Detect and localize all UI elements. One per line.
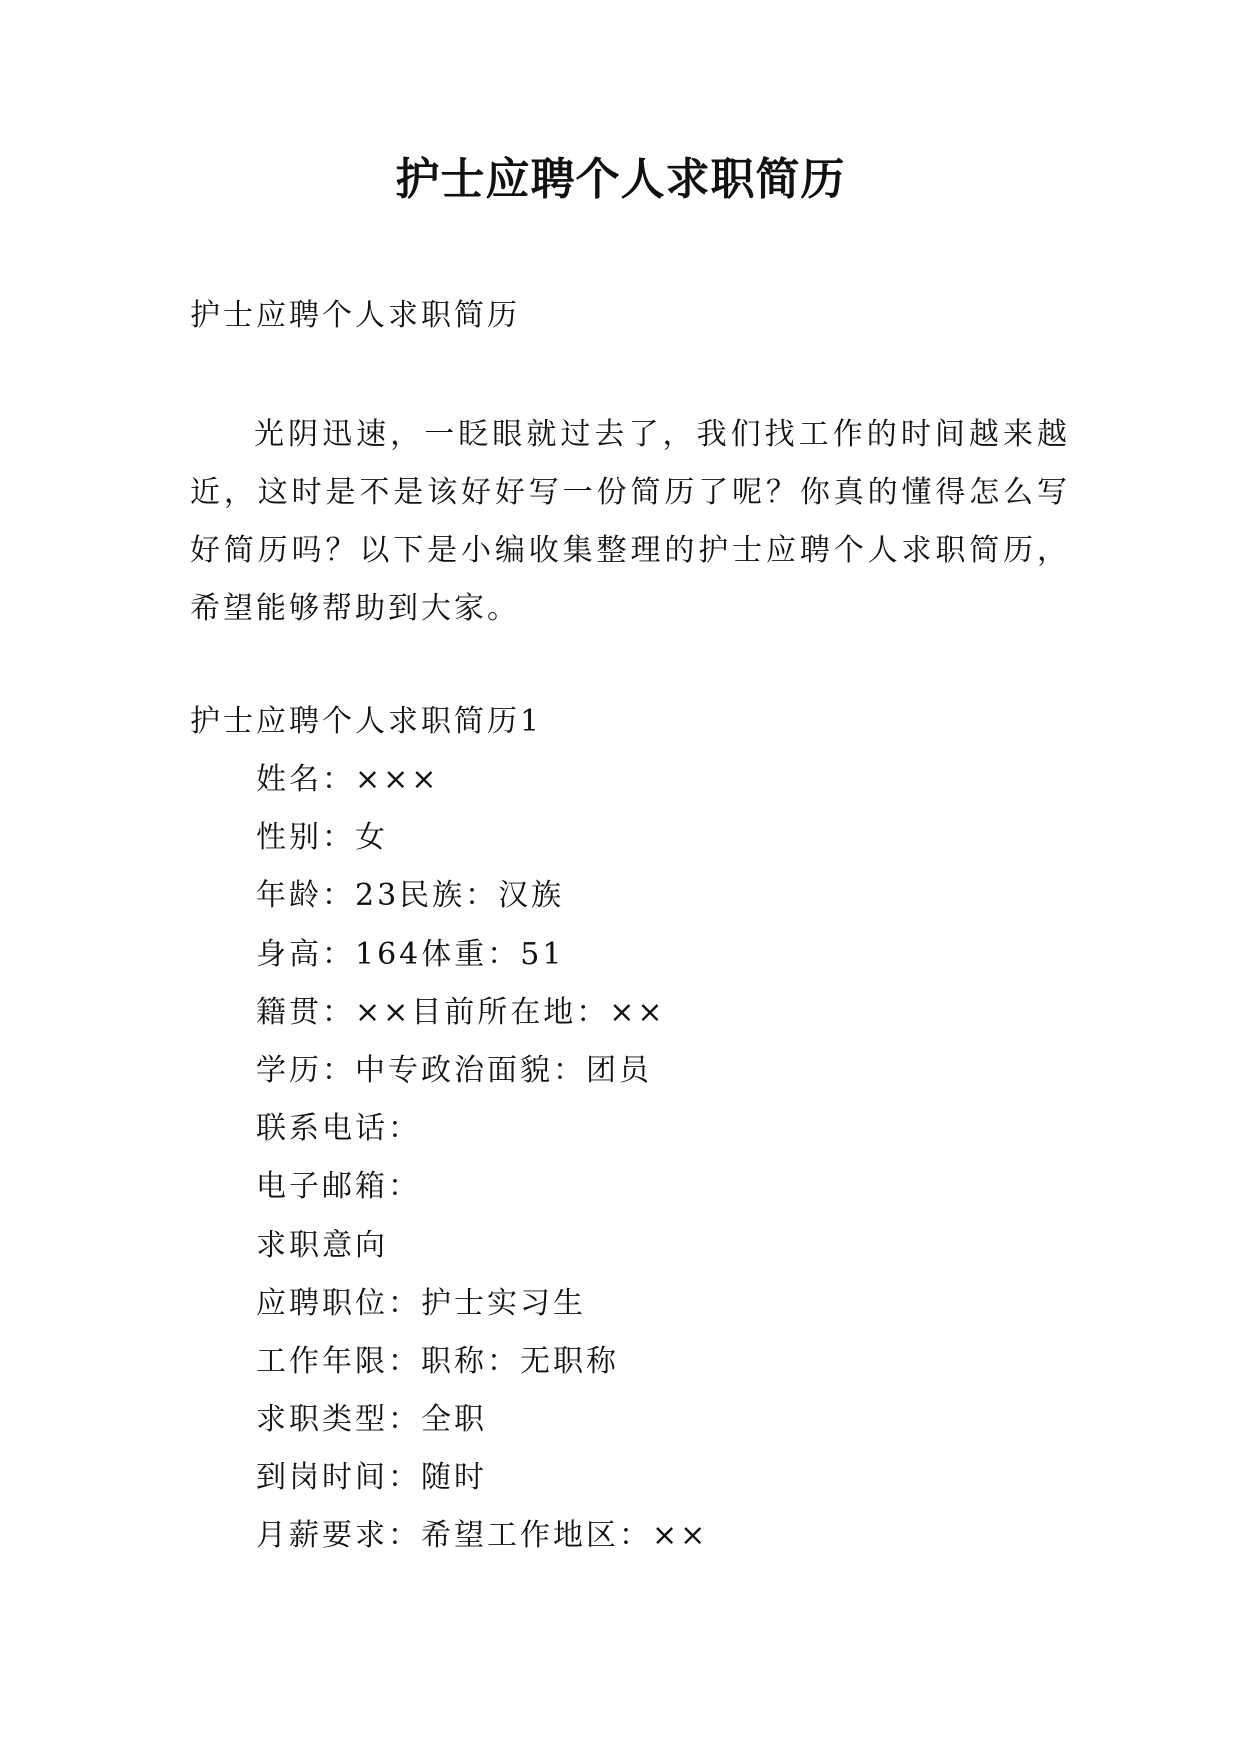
field-gender: 性别：女 bbox=[256, 820, 388, 856]
field-education-political: 学历：中专政治面貌：团员 bbox=[256, 1052, 652, 1088]
field-job-type: 求职类型：全职 bbox=[256, 1402, 487, 1438]
field-origin-location: 籍贯：××目前所在地：×× bbox=[256, 994, 666, 1030]
field-email: 电子邮箱： bbox=[256, 1169, 421, 1205]
resume-field-list bbox=[256, 760, 708, 1575]
field-name: 姓名：××× bbox=[256, 762, 440, 797]
section-heading: 护士应聘个人求职简历1 bbox=[190, 704, 543, 739]
field-start-time: 到岗时间：随时 bbox=[256, 1460, 487, 1496]
intro-paragraph: 光阴迅速，一眨眼就过去了，我们找工作的时间越来越近，这时是不是该好好写一份简历了呢？你真的懂得怎么写好简历吗？以下是小编收集整理的护士应聘个人求职简历，希望能够帮助到大家。 bbox=[190, 417, 1070, 626]
field-salary-region: 月薪要求：希望工作地区：×× bbox=[256, 1518, 709, 1554]
field-height-weight: 身高：164体重：51 bbox=[256, 936, 565, 972]
field-age-ethnicity: 年龄：23民族：汉族 bbox=[256, 878, 565, 914]
document-subtitle: 护士应聘个人求职简历 bbox=[190, 298, 520, 333]
field-phone: 联系电话： bbox=[256, 1111, 421, 1147]
field-job-intention: 求职意向 bbox=[256, 1227, 388, 1263]
field-experience-title: 工作年限：职称：无职称 bbox=[256, 1343, 619, 1379]
document-title: 护士应聘个人求职简历 bbox=[395, 154, 846, 205]
field-position: 应聘职位：护士实习生 bbox=[256, 1285, 586, 1321]
